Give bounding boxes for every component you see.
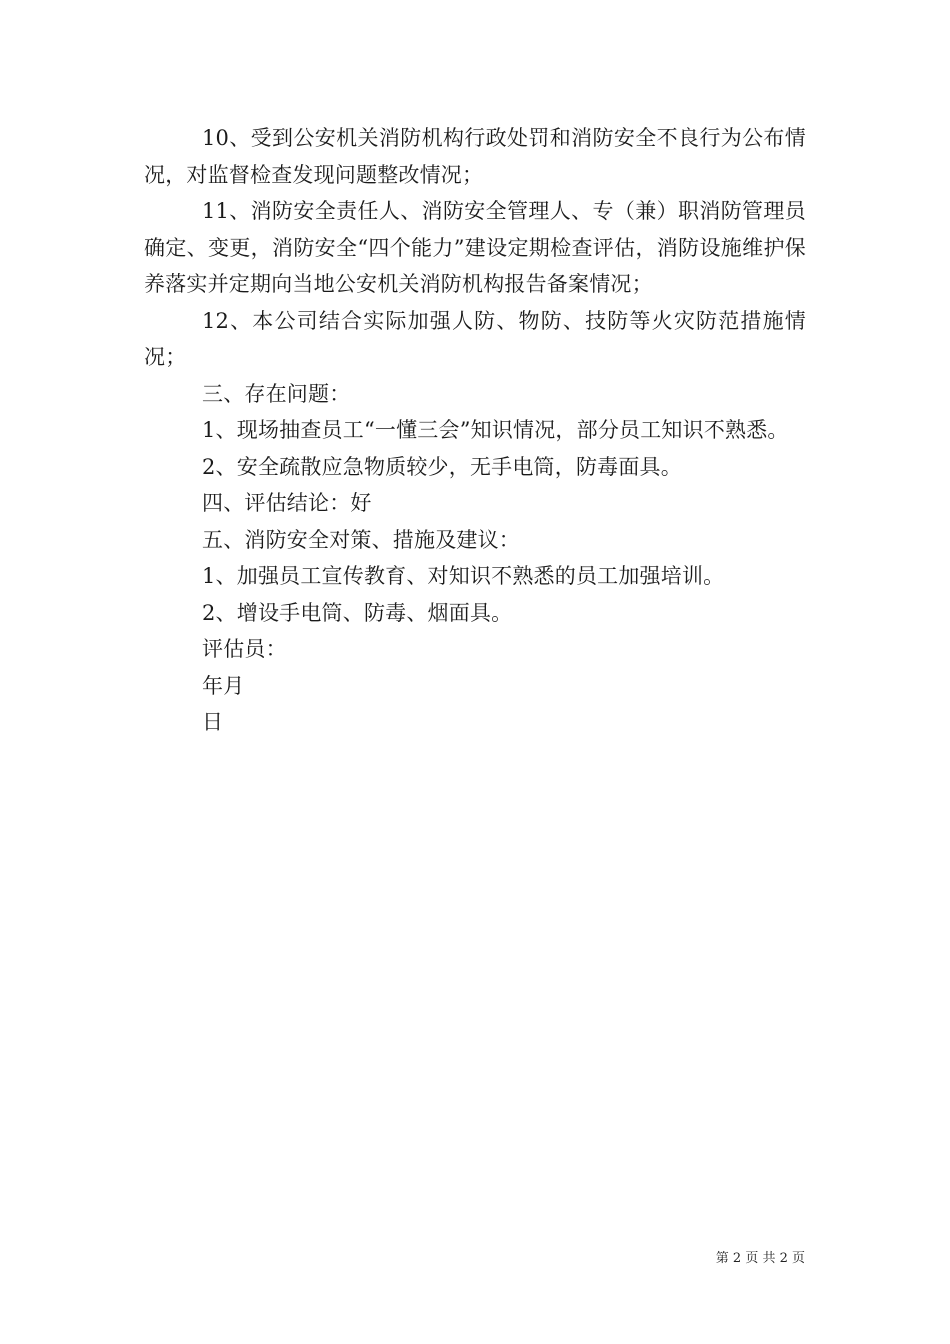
paragraph-item-11: 11、消防安全责任人、消防安全管理人、专（兼）职消防管理员确定、变更，消防安全“四个能力”建设定期检查评估，消防设施维护保养落实并定期向当地公安机关消防机构报告备案情况； [144,199,806,296]
measure-item-1: 1、加强员工宣传教育、对知识不熟悉的员工加强培训。 [202,564,725,588]
page-number-footer: 第 2 页 共 2 页 [715,1251,805,1266]
problem-item-2: 2、安全疏散应急物质较少，无手电筒，防毒面具。 [202,454,682,479]
evaluator-label: 评估员： [202,637,287,661]
section-heading-measures: 五、消防安全对策、措施及建议： [202,527,520,552]
date-day: 日 [202,710,224,734]
problem-item-1: 1、现场抽查员工“一懂三会”知识情况，部分员工知识不熟悉。 [202,418,789,442]
section-heading-conclusion: 四、评估结论：好 [202,491,372,515]
section-heading-problems: 三、存在问题： [202,381,351,406]
measure-item-2: 2、增设手电筒、防毒、烟面具。 [202,600,513,625]
paragraph-item-12: 12、本公司结合实际加强人防、物防、技防等火灾防范措施情况； [144,308,806,369]
paragraph-item-10: 10、受到公安机关消防机构行政处罚和消防安全不良行为公布情况，对监督检查发现问题整改情况； [144,126,806,187]
date-year-month: 年月 [202,673,245,698]
document-body [144,120,806,741]
